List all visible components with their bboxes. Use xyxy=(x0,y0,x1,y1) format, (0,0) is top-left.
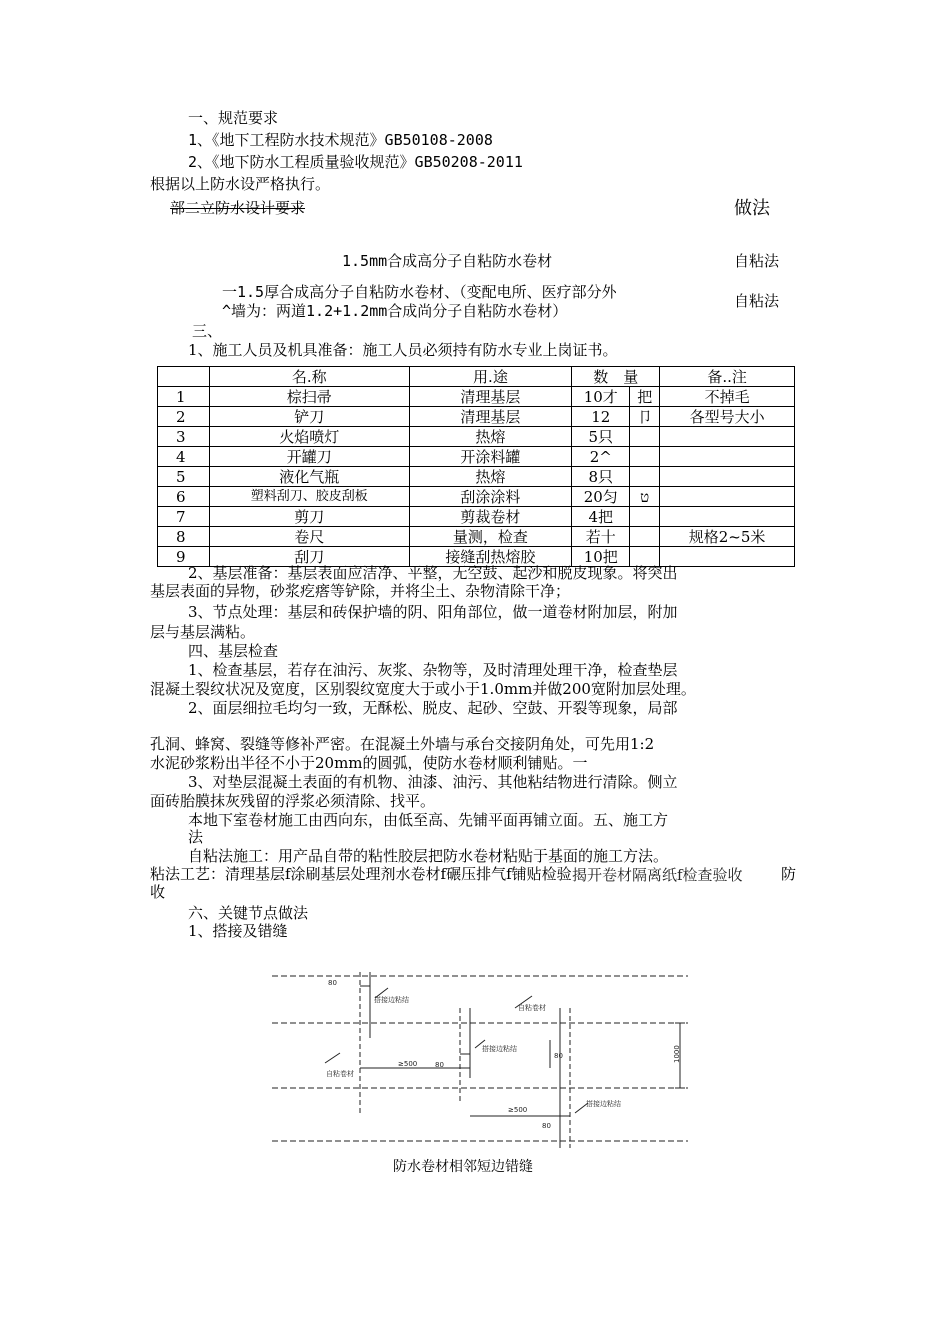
lap-bond-label-3: 搭接边粘结 xyxy=(586,1100,621,1108)
table-cell: 棕扫帚 xyxy=(209,387,409,407)
membrane-label-2: 自粘卷材 xyxy=(326,1070,354,1078)
table-cell: 20匀 xyxy=(572,487,630,507)
table-cell: 5只 xyxy=(572,427,630,447)
table-cell xyxy=(630,467,660,487)
self-adhesive-method: 自粘法施工：用产品自带的粘性胶层把防水卷材粘贴于基面的施工方法。 xyxy=(188,847,669,865)
node-treatment-line-1: 3、节点处理：基层和砖保护墙的阴、阳角部位，做一道卷材附加层，附加 xyxy=(188,603,678,621)
lap-bond-label-1: 搭接边粘结 xyxy=(374,996,409,1004)
process-line-1-end: 防 xyxy=(781,865,797,883)
check-2-line-3: 水泥砂浆粉出半径不小于20mm的圆弧，使防水卷材顺利铺贴。一 xyxy=(150,754,588,772)
table-cell xyxy=(660,447,795,467)
table-cell: 量测，检查 xyxy=(409,527,572,547)
table-row xyxy=(158,427,795,447)
table-cell: 液化气瓶 xyxy=(209,467,409,487)
table-cell xyxy=(630,427,660,447)
table-row xyxy=(158,467,795,487)
figure-caption: 防水卷材相邻短边错缝 xyxy=(393,1159,533,1175)
method-column-heading: 做法 xyxy=(734,198,770,219)
process-overlap-text: 揭开卷材隔离纸f检查验收 xyxy=(572,866,743,884)
table-cell: 清理基层 xyxy=(409,407,572,427)
section-6-item-1: 1、搭接及错缝 xyxy=(188,922,288,940)
table-row xyxy=(158,407,795,427)
spec-item-1: 1、《地下工程防水技术规范》GB50108-2008 xyxy=(188,131,493,149)
check-2-line-2: 孔洞、蜂窝、裂缝等修补严密。在混凝土外墙与承台交接阴角处，可先用1:2 xyxy=(150,735,655,753)
check-3-line-1: 3、对垫层混凝土表面的有机物、油漆、油污、其他粘结物进行清除。侧立 xyxy=(188,773,678,791)
dim-80-top: 80 xyxy=(328,979,337,987)
section-3-heading: 三、 xyxy=(192,322,223,340)
dim-80-middle: 80 xyxy=(435,1061,444,1069)
section-2-heading: 部二立防水设计要求 xyxy=(170,199,306,217)
table-cell: 10才 xyxy=(572,387,630,407)
table-cell: 4把 xyxy=(572,507,630,527)
table-cell xyxy=(660,467,795,487)
dim-500-lower: ≥500 xyxy=(508,1106,528,1114)
base-prep-line-1: 2、基层准备：基层表面应洁净、平整，无空鼓、起沙和脱皮现象。将突出 xyxy=(188,564,678,582)
table-cell xyxy=(630,447,660,467)
table-cell: 12 xyxy=(572,407,630,427)
tools-table xyxy=(157,366,795,567)
dim-80-right: 80 xyxy=(554,1052,563,1060)
node-treatment-line-2: 层与基层满粘。 xyxy=(150,623,256,641)
table-row xyxy=(158,527,795,547)
lap-bond-label-2: 搭接边粘结 xyxy=(482,1045,517,1053)
table-cell: 5 xyxy=(158,467,210,487)
table-cell: 清理基层 xyxy=(409,387,572,407)
section-4-heading: 四、基层检查 xyxy=(188,642,279,660)
base-prep-line-2: 基层表面的异物，砂浆疙瘩等铲除，并将尘土、杂物清除干净； xyxy=(150,582,571,600)
construction-order-line-1: 本地下室卷材施工由西向东，由低至高、先铺平面再铺立面。五、施工方 xyxy=(188,811,669,829)
table-cell: 卷尺 xyxy=(209,527,409,547)
table-cell xyxy=(660,487,795,507)
table-cell: 刮刀 xyxy=(209,547,409,567)
table-cell: 各型号大小 xyxy=(660,407,795,427)
table-cell: 火焰喷灯 xyxy=(209,427,409,447)
dim-1000: 1000 xyxy=(673,1045,681,1063)
table-cell: 9 xyxy=(158,547,210,567)
table-cell: 8 xyxy=(158,527,210,547)
table-header: 数 量 xyxy=(572,367,660,387)
table-header: 用.途 xyxy=(409,367,572,387)
table-cell: 剪裁卷材 xyxy=(409,507,572,527)
diagram-lines xyxy=(272,972,688,1148)
check-1-line-1: 1、检查基层，若存在油污、灰浆、杂物等，及时清理处理干净，检查垫层 xyxy=(188,661,678,679)
table-row xyxy=(158,487,795,507)
dim-80-bottom: 80 xyxy=(542,1122,551,1130)
table-row xyxy=(158,447,795,467)
table-cell: 卩 xyxy=(630,407,660,427)
table-row xyxy=(158,387,795,407)
table-cell xyxy=(660,427,795,447)
section-6-heading: 六、关键节点做法 xyxy=(188,904,309,922)
table-cell: 1 xyxy=(158,387,210,407)
table-header-row xyxy=(158,367,795,387)
spec-line-1: 1.5mm合成高分子自粘防水卷材 xyxy=(342,252,553,270)
spec-line-2b: ^墙为：两道1.2+1.2mm合成尚分子自粘防水卷材） xyxy=(222,302,568,320)
dim-500-upper: ≥500 xyxy=(398,1060,418,1068)
table-cell xyxy=(630,527,660,547)
method-line-1: 自粘法 xyxy=(734,252,780,270)
table-cell: 7 xyxy=(158,507,210,527)
personnel-prep: 1、施工人员及机具准备：施工人员必须持有防水专业上岗证书。 xyxy=(188,341,618,359)
check-3-line-2: 面砖胎膜抹灰残留的浮浆必须清除、找平。 xyxy=(150,792,436,810)
table-cell xyxy=(630,507,660,527)
process-line-2: 收 xyxy=(150,883,166,901)
table-cell: 刮涂涂料 xyxy=(409,487,572,507)
check-1-line-2: 混凝土裂纹状况及宽度，区别裂纹宽度大于或小于1.0mm并做200宽附加层处理。 xyxy=(150,680,696,698)
spec-item-2: 2、《地下防水工程质量验收规范》GB50208-2011 xyxy=(188,153,523,171)
lap-seam-diagram xyxy=(270,968,690,1150)
membrane-label-1: 自粘卷材 xyxy=(518,1004,546,1012)
table-cell xyxy=(660,547,795,567)
table-cell: 2^ xyxy=(572,447,630,467)
method-line-2: 自粘法 xyxy=(734,292,780,310)
diagram-labels xyxy=(326,979,681,1130)
table-cell: 开罐刀 xyxy=(209,447,409,467)
table-cell: 4 xyxy=(158,447,210,467)
table-cell: 把 xyxy=(630,387,660,407)
spec-note: 根据以上防水设严格执行。 xyxy=(150,175,331,193)
construction-order-line-2: 法 xyxy=(188,828,204,846)
table-header: 名.称 xyxy=(209,367,409,387)
process-line-1: 粘法工艺：清理基层f涂刷基层处理剂水卷材f碾压排气f铺贴检验 xyxy=(150,865,572,883)
table-cell: 2 xyxy=(158,407,210,427)
table-cell: 规格2~5米 xyxy=(660,527,795,547)
table-cell: 接缝刮热熔胶 xyxy=(409,547,572,567)
table-row xyxy=(158,507,795,527)
section-1-heading: 一、规范要求 xyxy=(188,109,279,127)
spec-line-2a: 一1.5厚合成高分子自粘防水卷材、（变配电所、医疗部分外 xyxy=(222,283,617,301)
table-cell: 3 xyxy=(158,427,210,447)
table-cell xyxy=(660,507,795,527)
table-header xyxy=(158,367,210,387)
table-cell: ט xyxy=(630,487,660,507)
table-cell: 10把 xyxy=(572,547,630,567)
table-cell: 6 xyxy=(158,487,210,507)
table-cell: 热熔 xyxy=(409,467,572,487)
table-cell: 8只 xyxy=(572,467,630,487)
table-cell: 若十 xyxy=(572,527,630,547)
table-cell: 剪刀 xyxy=(209,507,409,527)
table-cell: 不掉毛 xyxy=(660,387,795,407)
table-cell: 铲刀 xyxy=(209,407,409,427)
table-cell: 开涂料罐 xyxy=(409,447,572,467)
table-cell: 热熔 xyxy=(409,427,572,447)
table-cell: 塑料刮刀、胶皮刮板 xyxy=(209,487,409,507)
table-header: 备..注 xyxy=(660,367,795,387)
check-2-line-1: 2、面层细拉毛均匀一致，无酥松、脱皮、起砂、空鼓、开裂等现象，局部 xyxy=(188,699,678,717)
